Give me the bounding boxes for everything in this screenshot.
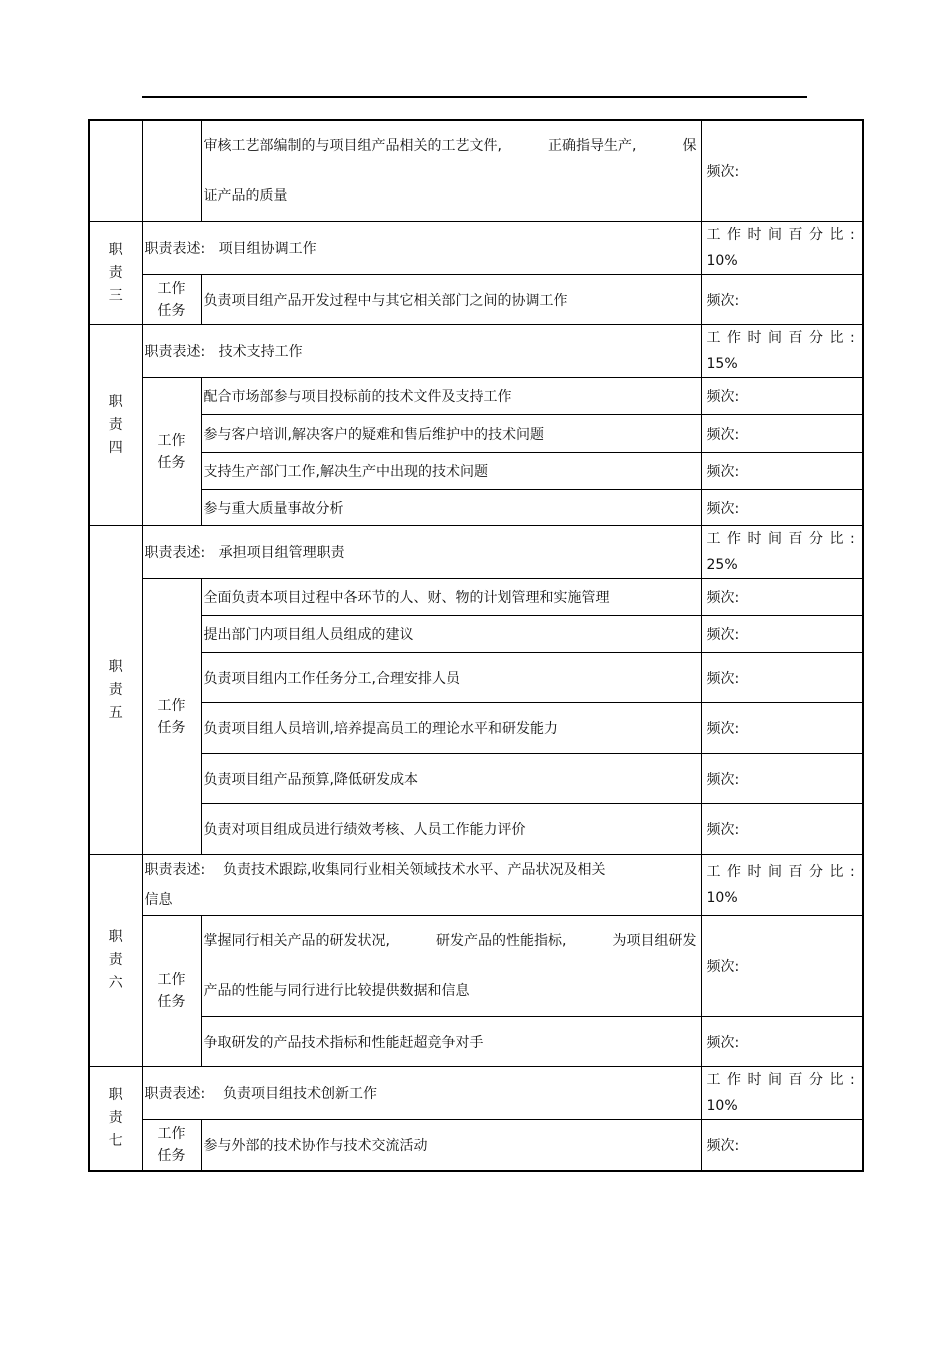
task-label-cell: 工作 任务 (142, 378, 201, 526)
table-row (89, 1067, 863, 1120)
duty-statement-cell (142, 325, 701, 378)
time-percent-cell (701, 222, 863, 275)
statement-label: 职责表述: (144, 1086, 206, 1102)
task-text-cell: 负责对项目组成员进行绩效考核、人员工作能力评价 (201, 804, 701, 855)
task-text-cell (201, 120, 701, 222)
time-percent-cell (701, 1067, 863, 1120)
frequency-cell: 频次: (701, 616, 863, 653)
task-text-cell: 全面负责本项目过程中各环节的人、财、物的计划管理和实施管理 (201, 579, 701, 616)
statement-text-line2: 信息 (144, 892, 173, 908)
table-row (89, 1017, 863, 1067)
table-row (89, 855, 863, 916)
statement-label: 职责表述: (144, 862, 206, 878)
table-row (89, 222, 863, 275)
header-rule (142, 96, 807, 98)
table-row (89, 804, 863, 855)
duty-name-cell: 职 责 三 (89, 222, 142, 325)
task-text-cell: 负责项目组内工作任务分工,合理安排人员 (201, 653, 701, 703)
task-text-cell: 参与重大质量事故分析 (201, 490, 701, 526)
duty-table (88, 119, 864, 1172)
frequency-cell: 频次: (701, 579, 863, 616)
task-text-cell: 配合市场部参与项目投标前的技术文件及支持工作 (201, 378, 701, 415)
task-text-cell: 支持生产部门工作,解决生产中出现的技术问题 (201, 453, 701, 490)
task-text-part: 掌握同行相关产品的研发状况, (203, 933, 390, 949)
task-text-part: 审核工艺部编制的与项目组产品相关的工艺文件, (203, 138, 502, 154)
task-label-cell: 工作 任务 (142, 1120, 201, 1171)
frequency-cell: 频次: (701, 754, 863, 804)
duty-statement-cell (142, 855, 701, 916)
task-label-cell (142, 120, 201, 222)
frequency-cell: 频次: (701, 490, 863, 526)
task-text-cell: 参与客户培训,解决客户的疑难和售后维护中的技术问题 (201, 415, 701, 453)
task-text-cell: 负责项目组人员培训,培养提高员工的理论水平和研发能力 (201, 703, 701, 754)
task-label-cell: 工作 任务 (142, 916, 201, 1067)
table-row (89, 916, 863, 1017)
task-text-line: 产品的性能与同行进行比较提供数据和信息 (203, 983, 470, 999)
table-row (89, 703, 863, 754)
statement-text: 承担项目组管理职责 (218, 545, 345, 561)
duty-name-cell (89, 120, 142, 222)
statement-text: 项目组协调工作 (218, 241, 317, 257)
frequency-cell: 频次: (701, 415, 863, 453)
table-row (89, 653, 863, 703)
time-percent-label: 工作时间百分比: (706, 227, 862, 243)
frequency-cell: 频次: (701, 378, 863, 415)
table-row (89, 579, 863, 616)
table-row (89, 378, 863, 415)
task-text-part: 为项目组研发 (612, 933, 697, 949)
frequency-cell: 频次: (701, 1120, 863, 1171)
time-percent-cell (701, 855, 863, 916)
task-text-cell: 负责项目组产品开发过程中与其它相关部门之间的协调工作 (201, 275, 701, 325)
time-percent-label: 工作时间百分比: (706, 330, 862, 346)
table-row (89, 1120, 863, 1171)
time-percent-value: 15% (706, 356, 738, 372)
frequency-cell: 频次: (701, 703, 863, 754)
statement-text: 技术支持工作 (218, 344, 303, 360)
time-percent-value: 10% (706, 1098, 738, 1114)
task-text-cell (201, 916, 701, 1017)
time-percent-label: 工作时间百分比: (706, 1072, 862, 1088)
statement-label: 职责表述: (144, 545, 206, 561)
time-percent-label: 工作时间百分比: (706, 531, 862, 547)
frequency-cell: 频次: (701, 275, 863, 325)
table-row (89, 616, 863, 653)
table-row (89, 120, 863, 222)
table-row (89, 490, 863, 526)
frequency-cell: 频次: (701, 804, 863, 855)
frequency-cell: 频次: (701, 653, 863, 703)
duty-statement-cell (142, 222, 701, 275)
task-label-cell: 工作 任务 (142, 275, 201, 325)
task-label-cell: 工作 任务 (142, 579, 201, 855)
statement-label: 职责表述: (144, 241, 206, 257)
duty-name-cell: 职 责 六 (89, 855, 142, 1067)
duty-statement-cell (142, 526, 701, 579)
task-text-cell: 负责项目组产品预算,降低研发成本 (201, 754, 701, 804)
task-text-cell: 提出部门内项目组人员组成的建议 (201, 616, 701, 653)
duty-statement-cell (142, 1067, 701, 1120)
time-percent-cell (701, 526, 863, 579)
table-row (89, 526, 863, 579)
time-percent-cell (701, 325, 863, 378)
time-percent-value: 10% (706, 890, 738, 906)
time-percent-label: 工作时间百分比: (706, 864, 862, 880)
duty-name-cell: 职 责 四 (89, 325, 142, 526)
table-row (89, 453, 863, 490)
frequency-cell: 频次: (701, 1017, 863, 1067)
statement-text: 负责项目组技术创新工作 (223, 1086, 378, 1102)
duty-name-cell: 职 责 五 (89, 526, 142, 855)
table-row (89, 415, 863, 453)
frequency-cell: 频次: (701, 916, 863, 1017)
task-text-part: 保 (682, 138, 697, 154)
statement-text: 负责技术跟踪,收集同行业相关领域技术水平、产品状况及相关 (223, 862, 606, 878)
task-text-part: 研发产品的性能指标, (436, 933, 567, 949)
time-percent-value: 25% (706, 557, 738, 573)
frequency-cell: 频次: (701, 120, 863, 222)
task-text-line: 证产品的质量 (203, 188, 288, 204)
duty-name-cell: 职 责 七 (89, 1067, 142, 1171)
task-text-cell: 争取研发的产品技术指标和性能赶超竞争对手 (201, 1017, 701, 1067)
time-percent-value: 10% (706, 253, 738, 269)
statement-label: 职责表述: (144, 344, 206, 360)
table-row (89, 325, 863, 378)
frequency-cell: 频次: (701, 453, 863, 490)
table-row (89, 275, 863, 325)
table-row (89, 754, 863, 804)
task-text-part: 正确指导生产, (548, 138, 637, 154)
task-text-cell: 参与外部的技术协作与技术交流活动 (201, 1120, 701, 1171)
